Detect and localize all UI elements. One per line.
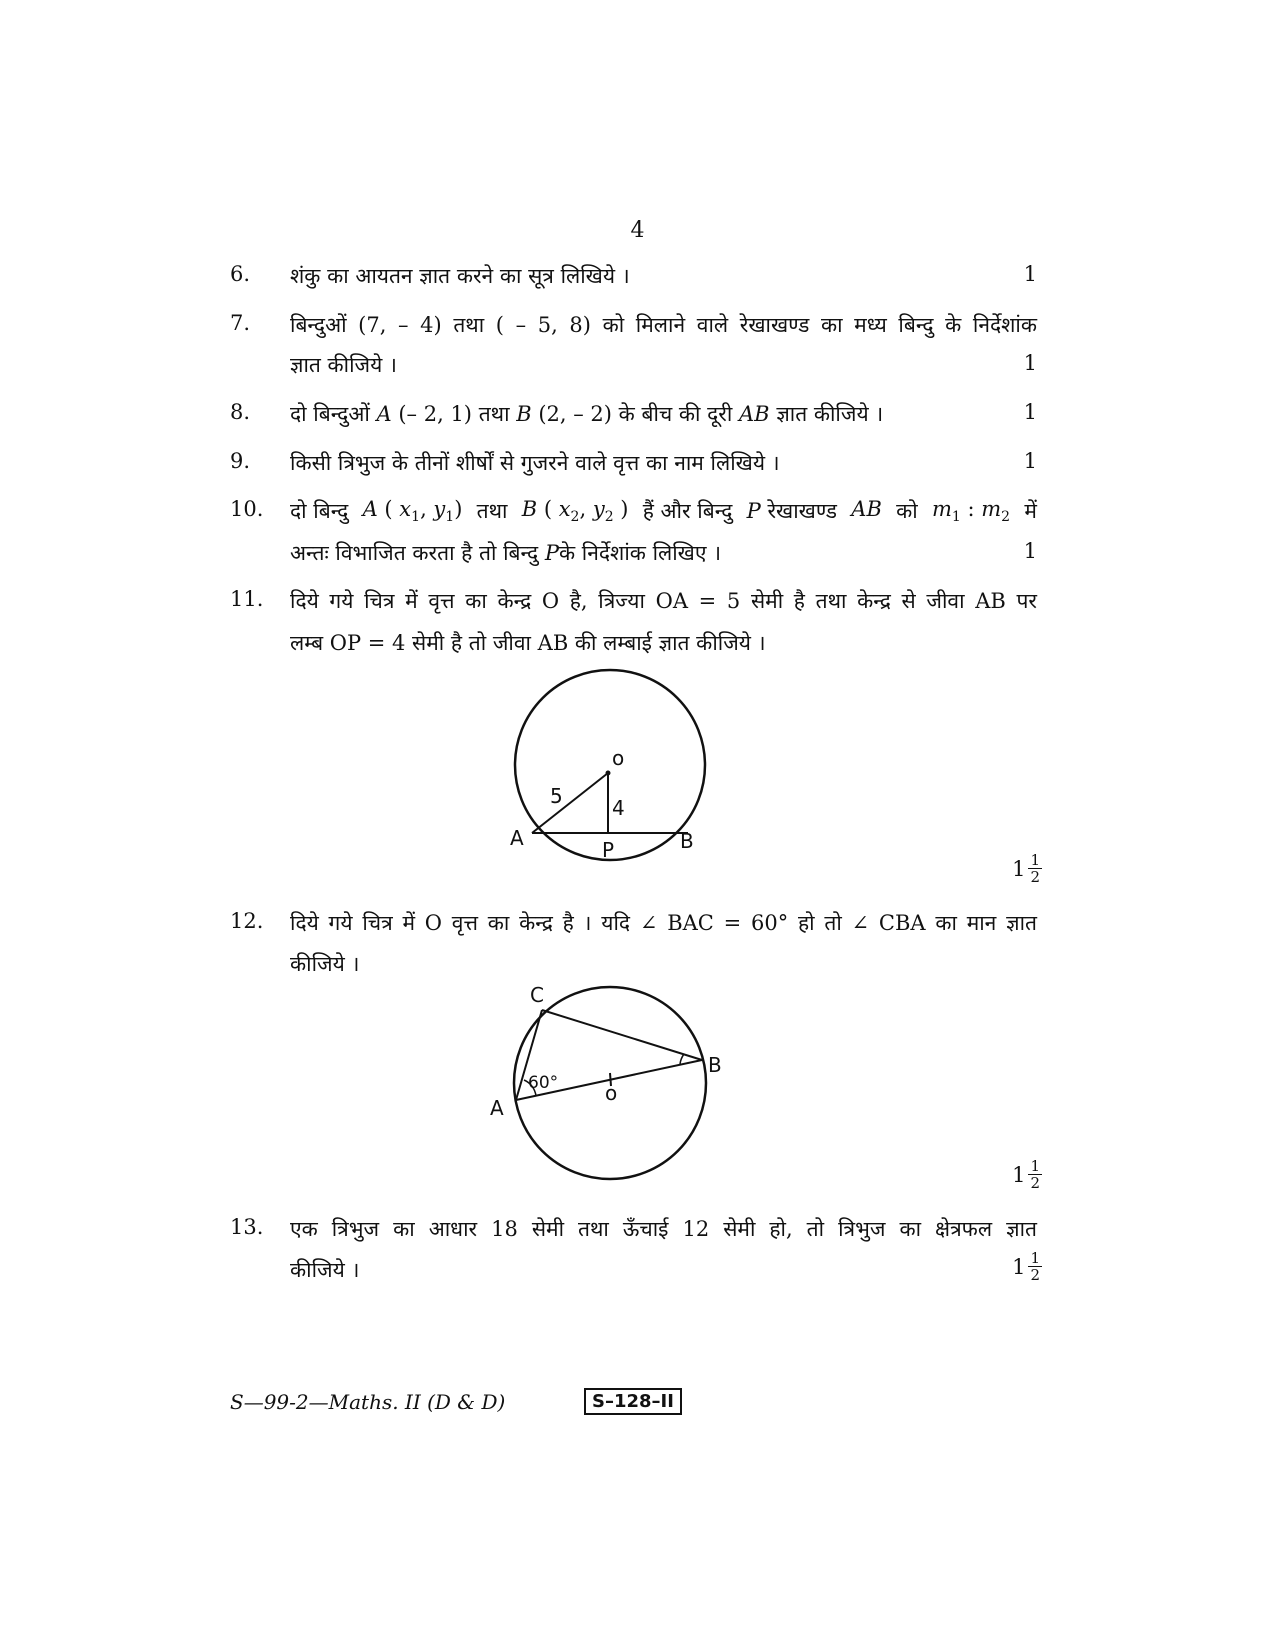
point-label: P (746, 499, 761, 523)
angle-arc-b (680, 1054, 684, 1064)
fraction-denominator: 2 (1030, 1174, 1040, 1192)
text-part: के बीच की दूरी (618, 402, 733, 426)
text-part: तथा (478, 402, 510, 426)
marks-whole: 1 (1012, 856, 1026, 881)
subscript: 2 (1001, 509, 1011, 526)
question-text: शंकु का आयतन ज्ञात करने का सूत्र लिखिये । (290, 264, 630, 288)
point-a: A ( $x_1$, $y_1$) (362, 497, 463, 526)
marks-fraction (1028, 1158, 1042, 1191)
text-part: ज्ञात कीजिये । (776, 402, 884, 426)
subscript: 2 (570, 509, 580, 526)
var: y (592, 497, 605, 521)
question-text: दिये गये चित्र में वृत्त का केन्द्र O है, त्रिज्या OA = 5 सेमी है तथा केन्द्र से जीवा AB पर (290, 589, 1037, 613)
marks-fraction (1028, 852, 1042, 885)
var: y (433, 497, 446, 521)
question-text: लम्ब OP = 4 सेमी है तो जीवा AB की लम्बाई ज्ञात कीजिये । (290, 631, 766, 655)
question-text: किसी त्रिभुज के तीनों शीर्षों से गुजरने वाले वृत्त का नाम लिखिये । (290, 451, 780, 475)
subscript: 1 (411, 509, 421, 526)
circle-figure-2 (480, 980, 740, 1190)
text-part: तथा (476, 499, 508, 523)
subscript: 2 (604, 509, 614, 526)
var: x (558, 497, 571, 521)
label-b: B (708, 1053, 722, 1077)
subscript: 1 (445, 509, 455, 526)
point-label: P (544, 541, 559, 565)
question-text (290, 497, 1037, 525)
marks-fraction (1028, 1250, 1042, 1283)
fraction-numerator: 1 (1030, 1249, 1040, 1267)
label-c: C (530, 983, 544, 1007)
var: m (981, 497, 1002, 521)
label-o: o (605, 1081, 618, 1105)
question-marks: 1 (1023, 539, 1037, 563)
question-number: 11. (230, 587, 264, 611)
marks-whole: 1 (1012, 1162, 1026, 1187)
marks-whole: 1 (1012, 1254, 1026, 1279)
fraction-denominator: 2 (1030, 1266, 1040, 1284)
question-marks (1012, 1250, 1042, 1283)
label-angle: 60° (528, 1073, 559, 1093)
text-part: के निर्देशांक लिखिए । (559, 541, 722, 565)
label-p: P (602, 838, 615, 862)
text-part: रेखाखण्ड (767, 499, 838, 523)
label-o: o (612, 746, 625, 770)
question-number: 7. (230, 311, 251, 335)
question-text: ज्ञात कीजिये । (290, 353, 397, 377)
question-text: बिन्दुओं (7, – 4) तथा ( – 5, 8) को मिलाने वाले रेखाखण्ड का मध्य बिन्दु के निर्देशांक (290, 313, 1037, 337)
question-marks: 1 (1023, 351, 1037, 375)
label-a: A (510, 826, 524, 850)
paper-code-box: S–128–II (584, 1388, 682, 1415)
question-marks (1012, 1158, 1042, 1191)
label-a: A (490, 1096, 504, 1120)
paper-code: S—99-2—Maths. II (D & D) (230, 1390, 506, 1414)
question-text: कीजिये । (290, 952, 360, 976)
point-label: A (376, 402, 392, 426)
text-part: में (1024, 499, 1037, 523)
fraction-denominator: 2 (1030, 868, 1040, 886)
radius-oa (532, 773, 608, 833)
question-marks: 1 (1023, 262, 1037, 286)
ratio-colon: : (967, 497, 975, 521)
circle (515, 670, 705, 860)
question-text (290, 400, 883, 428)
question-marks: 1 (1023, 400, 1037, 424)
question-number: 12. (230, 909, 264, 933)
text-part: दो बिन्दु (290, 499, 349, 523)
question-text: कीजिये । (290, 1258, 360, 1282)
page-number: 4 (630, 218, 645, 243)
coordinates: (– 2, 1) (398, 402, 472, 426)
question-text: दिये गये चित्र में O वृत्त का केन्द्र है । यदि ∠ BAC = 60° हो तो ∠ CBA का मान ज्ञात (290, 911, 1037, 935)
ratio (932, 497, 1010, 525)
question-marks: 1 (1023, 449, 1037, 473)
question-number: 10. (230, 497, 264, 521)
label-b: B (680, 829, 694, 853)
fraction-numerator: 1 (1030, 1157, 1040, 1175)
point-b: B ( $x_2$, $y_2$ ) (521, 497, 629, 526)
question-number: 8. (230, 400, 251, 424)
question-number: 6. (230, 262, 251, 286)
coordinates: (2, – 2) (538, 402, 612, 426)
text-part: अन्तः विभाजित करता है तो बिन्दु (290, 541, 539, 565)
var: m (931, 497, 952, 521)
label-radius: 5 (550, 784, 563, 808)
var: x (399, 497, 412, 521)
point-label: B (521, 497, 538, 521)
text-part: दो बिन्दुओं (290, 402, 370, 426)
chord-cb (542, 1010, 702, 1060)
point-label: A (362, 497, 378, 521)
label-height: 4 (612, 796, 625, 820)
question-number: 13. (230, 1215, 264, 1239)
question-marks (1012, 852, 1042, 885)
question-text: एक त्रिभुज का आधार 18 सेमी तथा ऊँचाई 12 सेमी हो, तो त्रिभुज का क्षेत्रफल ज्ञात (290, 1217, 1037, 1241)
question-text (290, 539, 721, 567)
fraction-numerator: 1 (1030, 851, 1040, 869)
point-label: B (516, 402, 532, 426)
center-point (606, 771, 611, 776)
segment-label: AB (739, 402, 770, 426)
segment-label: AB (851, 497, 882, 521)
text-part: हैं और बिन्दु (642, 499, 733, 523)
text-part: को (896, 499, 918, 523)
text-part (747, 497, 837, 525)
circle-figure-1 (500, 665, 740, 865)
question-number: 9. (230, 449, 251, 473)
subscript: 1 (951, 509, 961, 526)
